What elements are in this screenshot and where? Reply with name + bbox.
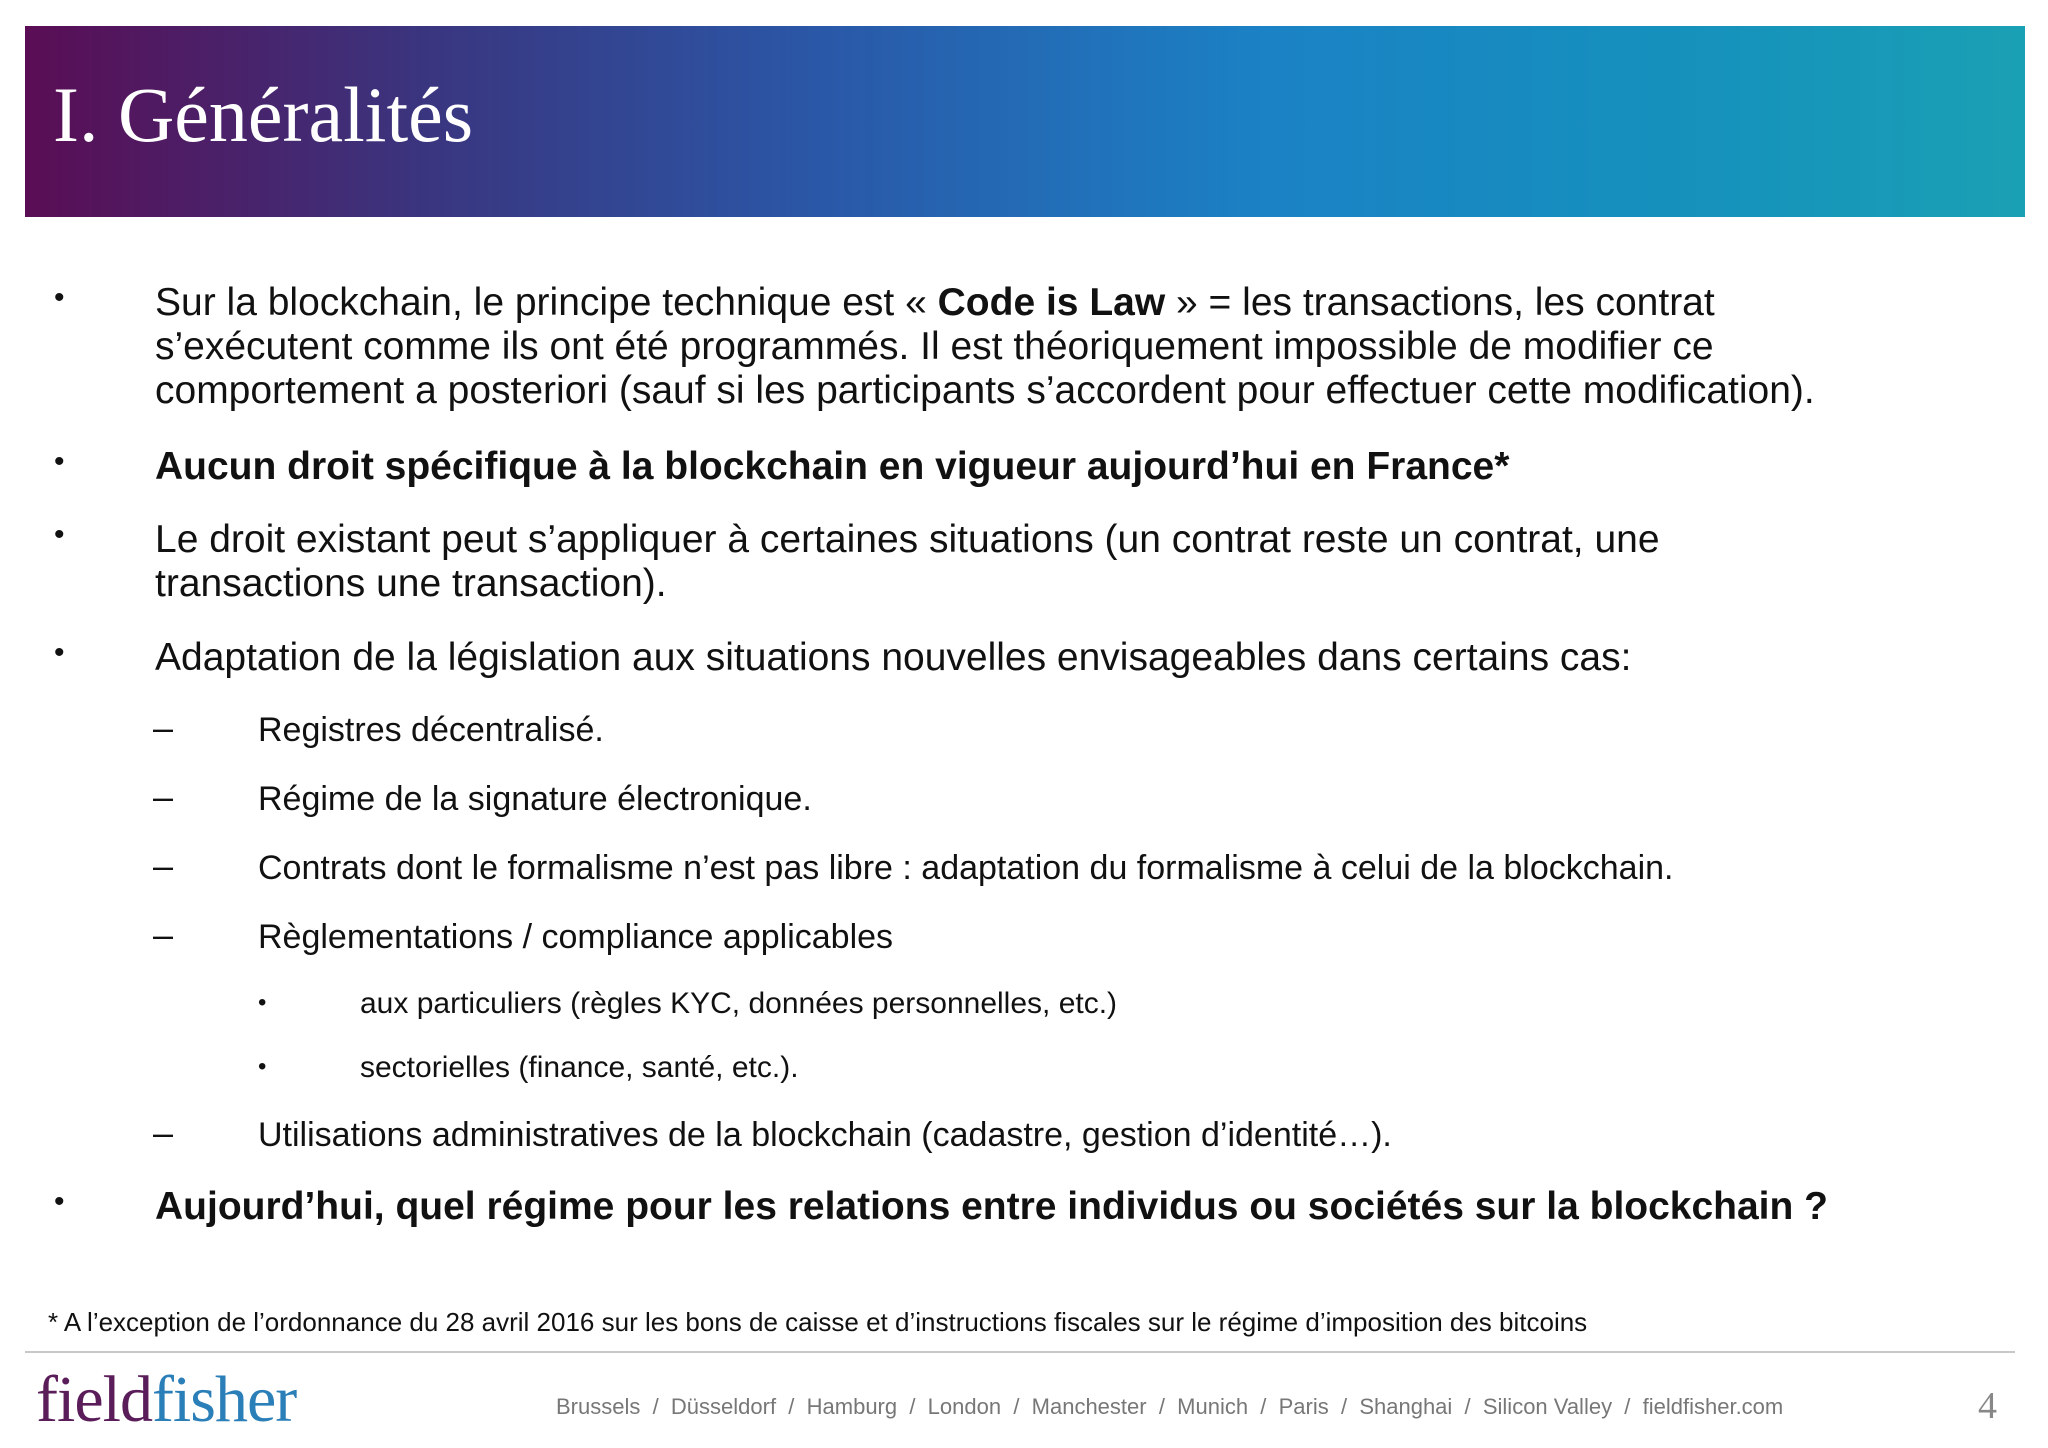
bullet-marker: • [54,1185,65,1218]
footer-divider [25,1351,2015,1353]
bullet-marker: • [54,636,65,669]
bullet-text-line2: transactions une transaction). [155,562,667,605]
title-banner [25,26,2025,217]
bullet-marker: • [54,281,65,314]
sub-sub-bullet-text: aux particuliers (règles KYC, données personnelles, etc.) [360,987,1118,1020]
dash-marker: – [153,914,174,955]
sub-bullet-text: Contrats dont le formalisme n’est pas libre : adaptation du formalisme à celui de la blockchain. [258,849,1674,887]
sub-bullet-text: Règlementations / compliance applicables [258,918,894,956]
bullet-text [155,518,1660,606]
bullet-text-line2: s’exécutent comme ils ont été programmés. Il est théoriquement impossible de modifier ce [155,325,1714,368]
bullet-marker: • [258,1053,267,1080]
fieldfisher-logo [36,1360,296,1440]
bullet-text-line1: Le droit existant peut s’appliquer à certaines situations (un contrat reste un contrat, une [155,518,1660,561]
bullet-text-line3: comportement a posteriori (sauf si les participants s’accordent pour effectuer cette modification). [155,369,1815,412]
bullet-text-line1-pre: Sur la blockchain, le principe technique est « [155,281,938,324]
dash-marker: – [153,707,174,748]
bullet-text: Aujourd’hui, quel régime pour les relations entre individus ou sociétés sur la blockchain ? [155,1185,1829,1228]
dash-marker: – [153,776,174,817]
bullet-text: Adaptation de la législation aux situations nouvelles envisageables dans certains cas: [155,636,1632,679]
sub-bullet-text: Utilisations administratives de la blockchain (cadastre, gestion d’identité…). [258,1116,1392,1154]
footnote: * A l’exception de l’ordonnance du 28 avril 2016 sur les bons de caisse et d’instructions fiscales sur le régime d’imposition des bitcoins [48,1307,1588,1337]
page-number: 4 [1978,1385,1997,1427]
bullet-marker: • [258,989,267,1016]
sub-bullet-text: Registres décentralisé. [258,711,604,749]
dash-marker: – [153,1112,174,1153]
bullet-text: Aucun droit spécifique à la blockchain en vigueur aujourd’hui en France* [155,445,1510,488]
office-locations: Brussels / Düsseldorf / Hamburg / London / Manchester / Munich / Paris / Shanghai / Silicon Valley / fieldfisher.com [556,1394,1784,1419]
slide-title: I. Généralités [53,71,474,158]
bullet-marker: • [54,445,65,478]
sub-sub-bullet-text: sectorielles (finance, santé, etc.). [360,1051,799,1084]
bullet-text-line1-post: » = les transactions, les contrat [1165,281,1715,324]
logo-field: field [36,1363,152,1436]
bullet-marker: • [54,518,65,551]
sub-bullet-text: Régime de la signature électronique. [258,780,812,818]
dash-marker: – [153,845,174,886]
code-is-law-emphasis: Code is Law [937,281,1166,324]
bullet-text [155,281,1815,413]
logo-fisher: fisher [151,1363,297,1436]
